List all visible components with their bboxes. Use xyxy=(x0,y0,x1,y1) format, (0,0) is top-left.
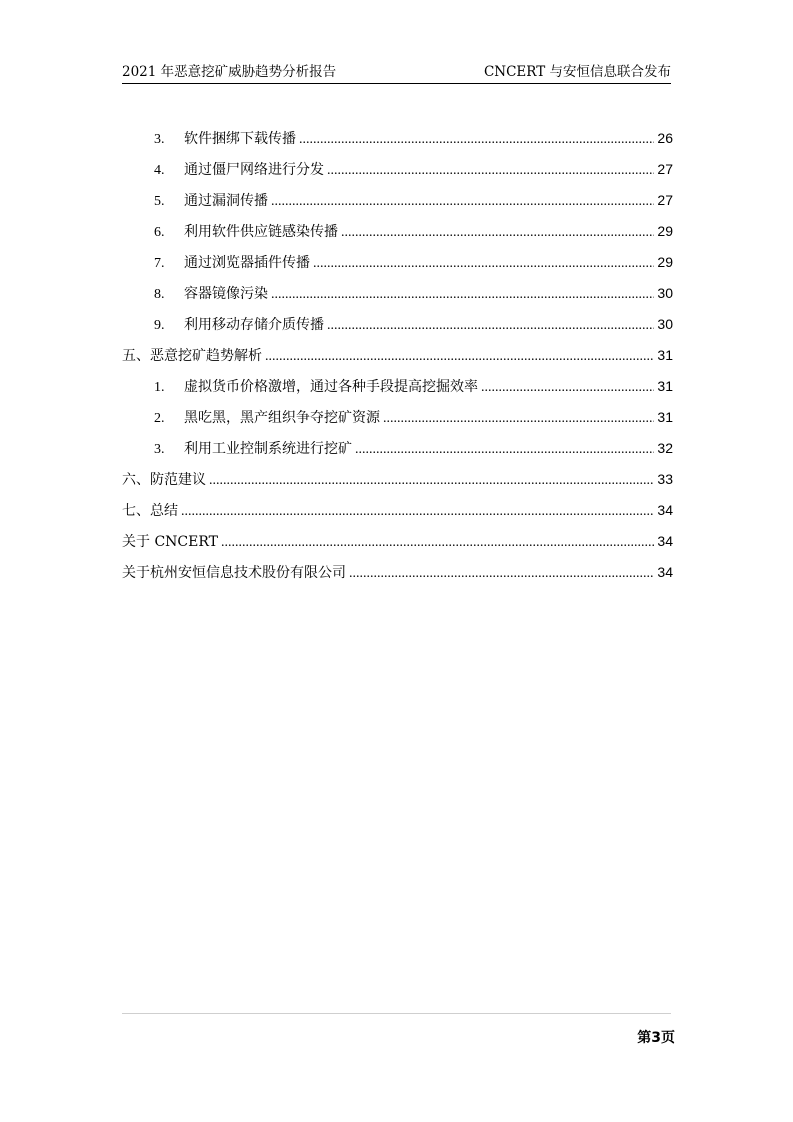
toc-entry-number: 4. xyxy=(154,163,165,178)
toc-section[interactable] xyxy=(122,531,673,562)
header-report-title: 2021 年恶意挖矿威胁趋势分析报告 xyxy=(122,64,337,80)
toc-entry-page: 29 xyxy=(657,254,673,270)
toc-section[interactable] xyxy=(122,500,673,531)
toc-entry-number: 7. xyxy=(154,256,165,271)
toc-entry-label: 通过浏览器插件传播 xyxy=(184,255,310,271)
toc-entry[interactable] xyxy=(122,190,673,221)
toc-section-page: 33 xyxy=(657,471,673,487)
toc-entry-number: 1. xyxy=(154,380,165,395)
toc-entry-label: 容器镜像污染 xyxy=(184,286,268,302)
toc-entry-number: 3. xyxy=(154,132,165,147)
page-header xyxy=(122,60,671,80)
toc-leader-dots xyxy=(265,347,654,367)
toc-section[interactable] xyxy=(122,562,673,593)
toc-entry-label: 利用移动存储介质传播 xyxy=(184,317,324,333)
toc-entry-page: 27 xyxy=(657,192,673,208)
toc-section-page: 31 xyxy=(657,347,673,363)
toc-leader-dots xyxy=(327,316,654,336)
toc-entry-page: 30 xyxy=(657,316,673,332)
toc-leader-dots xyxy=(355,440,654,460)
page-number: 第3页 xyxy=(637,1030,675,1046)
footer-divider xyxy=(122,1013,671,1014)
toc-entry[interactable] xyxy=(122,376,673,407)
toc-section-label: 六、防范建议 xyxy=(122,472,206,488)
toc-entry[interactable] xyxy=(122,438,673,469)
toc-leader-dots xyxy=(349,564,654,584)
toc-leader-dots xyxy=(221,533,654,553)
toc-leader-dots xyxy=(383,409,654,429)
toc-leader-dots xyxy=(341,223,654,243)
toc-entry-page: 26 xyxy=(657,130,673,146)
toc-entry-page: 32 xyxy=(657,440,673,456)
toc-entry-number: 9. xyxy=(154,318,165,333)
toc-entry-label: 通过漏洞传播 xyxy=(184,193,268,209)
table-of-contents xyxy=(122,128,673,593)
toc-leader-dots xyxy=(209,471,654,491)
toc-entry-label: 通过僵尸网络进行分发 xyxy=(184,162,324,178)
toc-section-label: 关于杭州安恒信息技术股份有限公司 xyxy=(122,565,346,581)
toc-entry-label: 利用软件供应链感染传播 xyxy=(184,224,338,240)
toc-entry[interactable] xyxy=(122,407,673,438)
toc-entry-label: 虚拟货币价格激增，通过各种手段提高挖掘效率 xyxy=(184,379,478,395)
toc-section-page: 34 xyxy=(657,502,673,518)
toc-entry[interactable] xyxy=(122,128,673,159)
toc-section-label: 五、恶意挖矿趋势解析 xyxy=(122,348,262,364)
toc-entry-number: 5. xyxy=(154,194,165,209)
toc-section-page: 34 xyxy=(657,533,673,549)
header-publisher: CNCERT 与安恒信息联合发布 xyxy=(483,64,671,80)
toc-entry-page: 27 xyxy=(657,161,673,177)
toc-entry-label: 黑吃黑，黑产组织争夺挖矿资源 xyxy=(184,410,380,426)
toc-leader-dots xyxy=(327,161,654,181)
toc-entry-page: 31 xyxy=(657,378,673,394)
toc-entry[interactable] xyxy=(122,314,673,345)
toc-leader-dots xyxy=(181,502,654,522)
toc-entry-number: 2. xyxy=(154,411,165,426)
header-divider xyxy=(122,83,671,84)
toc-section-page: 34 xyxy=(657,564,673,580)
toc-entry-number: 3. xyxy=(154,442,165,457)
toc-entry[interactable] xyxy=(122,221,673,252)
toc-entry-number: 6. xyxy=(154,225,165,240)
toc-leader-dots xyxy=(271,285,654,305)
toc-leader-dots xyxy=(299,130,654,150)
toc-entry-label: 利用工业控制系统进行挖矿 xyxy=(184,441,352,457)
toc-section[interactable] xyxy=(122,469,673,500)
toc-section-label: 七、总结 xyxy=(122,503,178,519)
toc-section[interactable] xyxy=(122,345,673,376)
toc-entry-page: 29 xyxy=(657,223,673,239)
toc-entry[interactable] xyxy=(122,159,673,190)
toc-leader-dots xyxy=(313,254,654,274)
toc-entry[interactable] xyxy=(122,283,673,314)
toc-leader-dots xyxy=(481,378,654,398)
toc-leader-dots xyxy=(271,192,654,212)
toc-entry-label: 软件捆绑下载传播 xyxy=(184,131,296,147)
toc-section-label: 关于 CNCERT xyxy=(122,534,218,550)
toc-entry-number: 8. xyxy=(154,287,165,302)
toc-entry-page: 30 xyxy=(657,285,673,301)
toc-entry[interactable] xyxy=(122,252,673,283)
toc-entry-page: 31 xyxy=(657,409,673,425)
